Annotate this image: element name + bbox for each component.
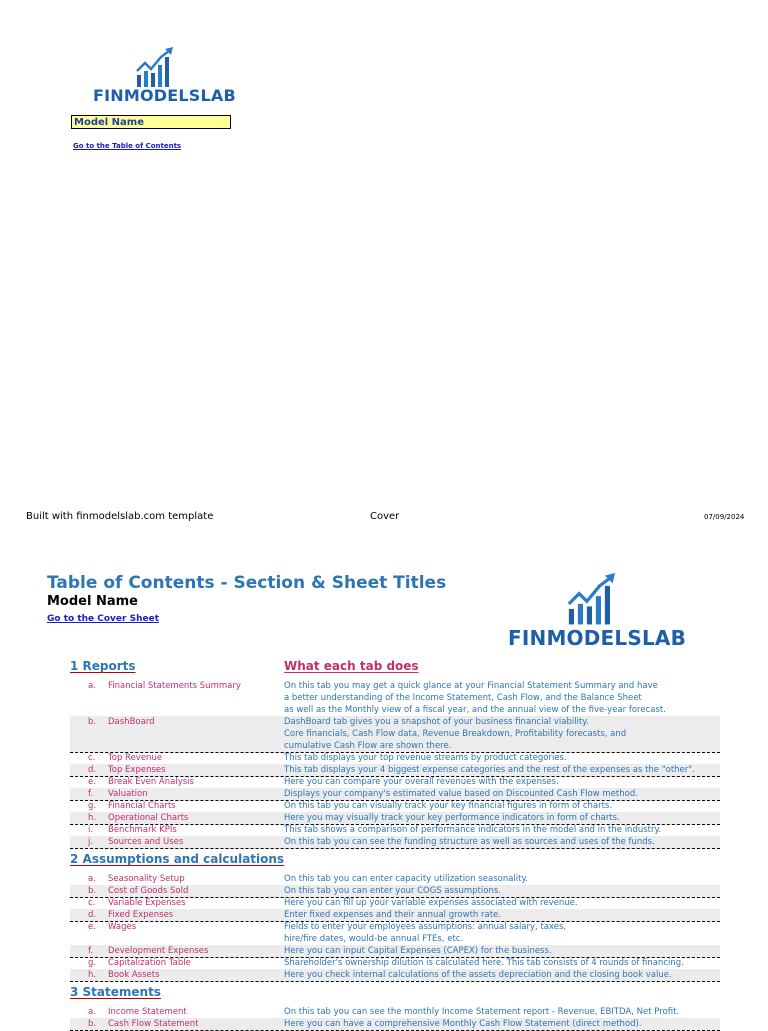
- toc-row-description: This tab displays your 4 biggest expense categories and the rest of the expenses as the "other".: [284, 765, 695, 775]
- toc-row-sheet-name[interactable]: Financial Statements Summary: [108, 681, 241, 691]
- toc-row-letter: b.: [88, 1019, 97, 1029]
- toc-row-letter: a.: [88, 681, 96, 691]
- footer-date: 07/09/2024: [704, 513, 745, 521]
- toc-row-letter: c.: [88, 753, 96, 763]
- toc-row-letter: e.: [88, 922, 96, 932]
- toc-row-description: Shareholder's ownership dilution is calculated here. This tab consists of 4 rounds of financing.: [284, 958, 684, 968]
- toc-row-sheet-name[interactable]: Top Expenses: [108, 765, 166, 775]
- toc-row-letter: f.: [88, 789, 94, 799]
- cover-brand-name: FINMODELSLAB: [93, 86, 236, 105]
- toc-model-name: Model Name: [47, 594, 138, 609]
- toc-row-letter: e.: [88, 777, 96, 787]
- toc-row-letter: g.: [88, 958, 97, 968]
- toc-row-description: Displays your company's estimated value based on Discounted Cash Flow method.: [284, 789, 638, 799]
- toc-row-sheet-name[interactable]: Book Assets: [108, 970, 160, 980]
- toc-brand-name: FINMODELSLAB: [508, 626, 687, 650]
- toc-row[interactable]: [70, 969, 720, 982]
- toc-row-sheet-name[interactable]: Sources and Uses: [108, 837, 184, 847]
- toc-row-letter: i.: [88, 825, 94, 835]
- toc-row-description: DashBoard tab gives you a snapshot of your business financial viability.: [284, 717, 589, 727]
- toc-row-letter: j.: [88, 837, 94, 847]
- toc-row-sheet-name[interactable]: Break Even Analysis: [108, 777, 194, 787]
- toc-row-description: Here you can fill up your variable expenses associated with revenue.: [284, 898, 578, 908]
- toc-row[interactable]: [70, 680, 720, 692]
- toc-row-letter: d.: [88, 765, 97, 775]
- toc-row-sheet-name[interactable]: Financial Charts: [108, 801, 176, 811]
- toc-row-letter: a.: [88, 874, 96, 884]
- toc-row-letter: g.: [88, 801, 97, 811]
- toc-row-letter: h.: [88, 813, 97, 823]
- column-header-what-each-tab-does: What each tab does: [284, 659, 419, 673]
- toc-row-description: Enter fixed expenses and their annual growth rate.: [284, 910, 501, 920]
- toc-row-sheet-name[interactable]: Top Revenue: [108, 753, 163, 763]
- toc-row-description: Here you check internal calculations of the assets depreciation and the closing book value.: [284, 970, 672, 980]
- toc-link[interactable]: Go to the Table of Contents: [73, 142, 182, 150]
- toc-row-description: cumulative Cash Flow are shown there.: [284, 741, 452, 751]
- toc-row-letter: b.: [88, 717, 97, 727]
- section-header[interactable]: 3 Statements: [70, 985, 161, 999]
- toc-row-sheet-name[interactable]: Income Statement: [108, 1007, 187, 1017]
- toc-row-continuation: [70, 728, 720, 740]
- section-header[interactable]: 2 Assumptions and calculations: [70, 852, 285, 866]
- toc-row-letter: d.: [88, 910, 97, 920]
- toc-row-letter: a.: [88, 1007, 96, 1017]
- toc-row-description: as well as the Monthly view of a fiscal year, and the annual view of the five-year forecast.: [284, 705, 666, 715]
- footer-left: Built with finmodelslab.com template: [26, 511, 214, 522]
- toc-row-sheet-name[interactable]: Valuation: [108, 789, 148, 799]
- toc-row-sheet-name[interactable]: Wages: [108, 922, 137, 932]
- toc-row-description: Here you can compare your overall revenues with the expenses.: [284, 777, 559, 787]
- logo-chart-icon: [135, 47, 175, 89]
- toc-row-sheet-name[interactable]: Capitalization Table: [108, 958, 191, 968]
- toc-row-sheet-name[interactable]: Variable Expenses: [108, 898, 186, 908]
- toc-row-description: On this tab you may get a quick glance at your Financial Statement Summary and have: [284, 681, 658, 691]
- cover-model-name-field[interactable]: Model Name: [71, 115, 231, 129]
- toc-row-description: Here you can have a comprehensive Monthly Cash Flow Statement (direct method).: [284, 1019, 642, 1029]
- toc-row-description: On this tab you can see the funding structure as well as sources and uses of the funds.: [284, 837, 655, 847]
- toc-row-description: a better understanding of the Income Statement, Cash Flow, and the Balance Sheet: [284, 693, 642, 703]
- toc-row-letter: h.: [88, 970, 97, 980]
- toc-row-description: This tab displays your top revenue streams by product categories.: [284, 753, 567, 763]
- toc-row[interactable]: [70, 1018, 720, 1031]
- toc-row-description: On this tab you can see the monthly Income Statement report - Revenue, EBITDA, Net Profit.: [284, 1007, 680, 1017]
- toc-row-description: hire/fire dates, would-be annual FTEs, etc.: [284, 934, 464, 944]
- section-header[interactable]: 1 Reports: [70, 659, 136, 673]
- toc-row-description: Here you can input Capital Expenses (CAPEX) for the business.: [284, 946, 552, 956]
- cover-sheet-link[interactable]: Go to the Cover Sheet: [47, 614, 159, 624]
- toc-row-sheet-name[interactable]: Cash Flow Statement: [108, 1019, 199, 1029]
- toc-row[interactable]: [70, 921, 720, 933]
- toc-row-description: This tab shows a comparison of performance indicators in the model and in the industry.: [284, 825, 662, 835]
- toc-row-description: Fields to enter your employees assumptions: annual salary, taxes,: [284, 922, 567, 932]
- toc-row-sheet-name[interactable]: Cost of Goods Sold: [108, 886, 189, 896]
- toc-row-sheet-name[interactable]: Operational Charts: [108, 813, 189, 823]
- toc-row-continuation: [70, 692, 720, 704]
- toc-row-letter: b.: [88, 886, 97, 896]
- toc-row-letter: f.: [88, 946, 94, 956]
- toc-row-description: Core financials, Cash Flow data, Revenue Breakdown, Profitability forecasts, and: [284, 729, 627, 739]
- toc-row-sheet-name[interactable]: Seasonality Setup: [108, 874, 185, 884]
- toc-row[interactable]: [70, 716, 720, 728]
- toc-logo-chart-icon: [565, 573, 619, 627]
- toc-title: Table of Contents - Section & Sheet Titles: [47, 573, 447, 593]
- toc-row-description: On this tab you can enter your COGS assumptions.: [284, 886, 501, 896]
- toc-row-sheet-name[interactable]: Development Expenses: [108, 946, 209, 956]
- toc-row-description: On this tab you can visually track your key financial figures in form of charts.: [284, 801, 613, 811]
- toc-row-sheet-name[interactable]: Fixed Expenses: [108, 910, 174, 920]
- toc-row[interactable]: [70, 836, 720, 849]
- toc-row-letter: c.: [88, 898, 96, 908]
- toc-row-description: Here you may visually track your key performance indicators in form of charts.: [284, 813, 620, 823]
- toc-row-sheet-name[interactable]: DashBoard: [108, 717, 155, 727]
- footer-center: Cover: [370, 511, 400, 522]
- toc-row-description: On this tab you can enter capacity utilization seasonality.: [284, 874, 529, 884]
- toc-row-sheet-name[interactable]: Benchmark KPIs: [108, 825, 177, 835]
